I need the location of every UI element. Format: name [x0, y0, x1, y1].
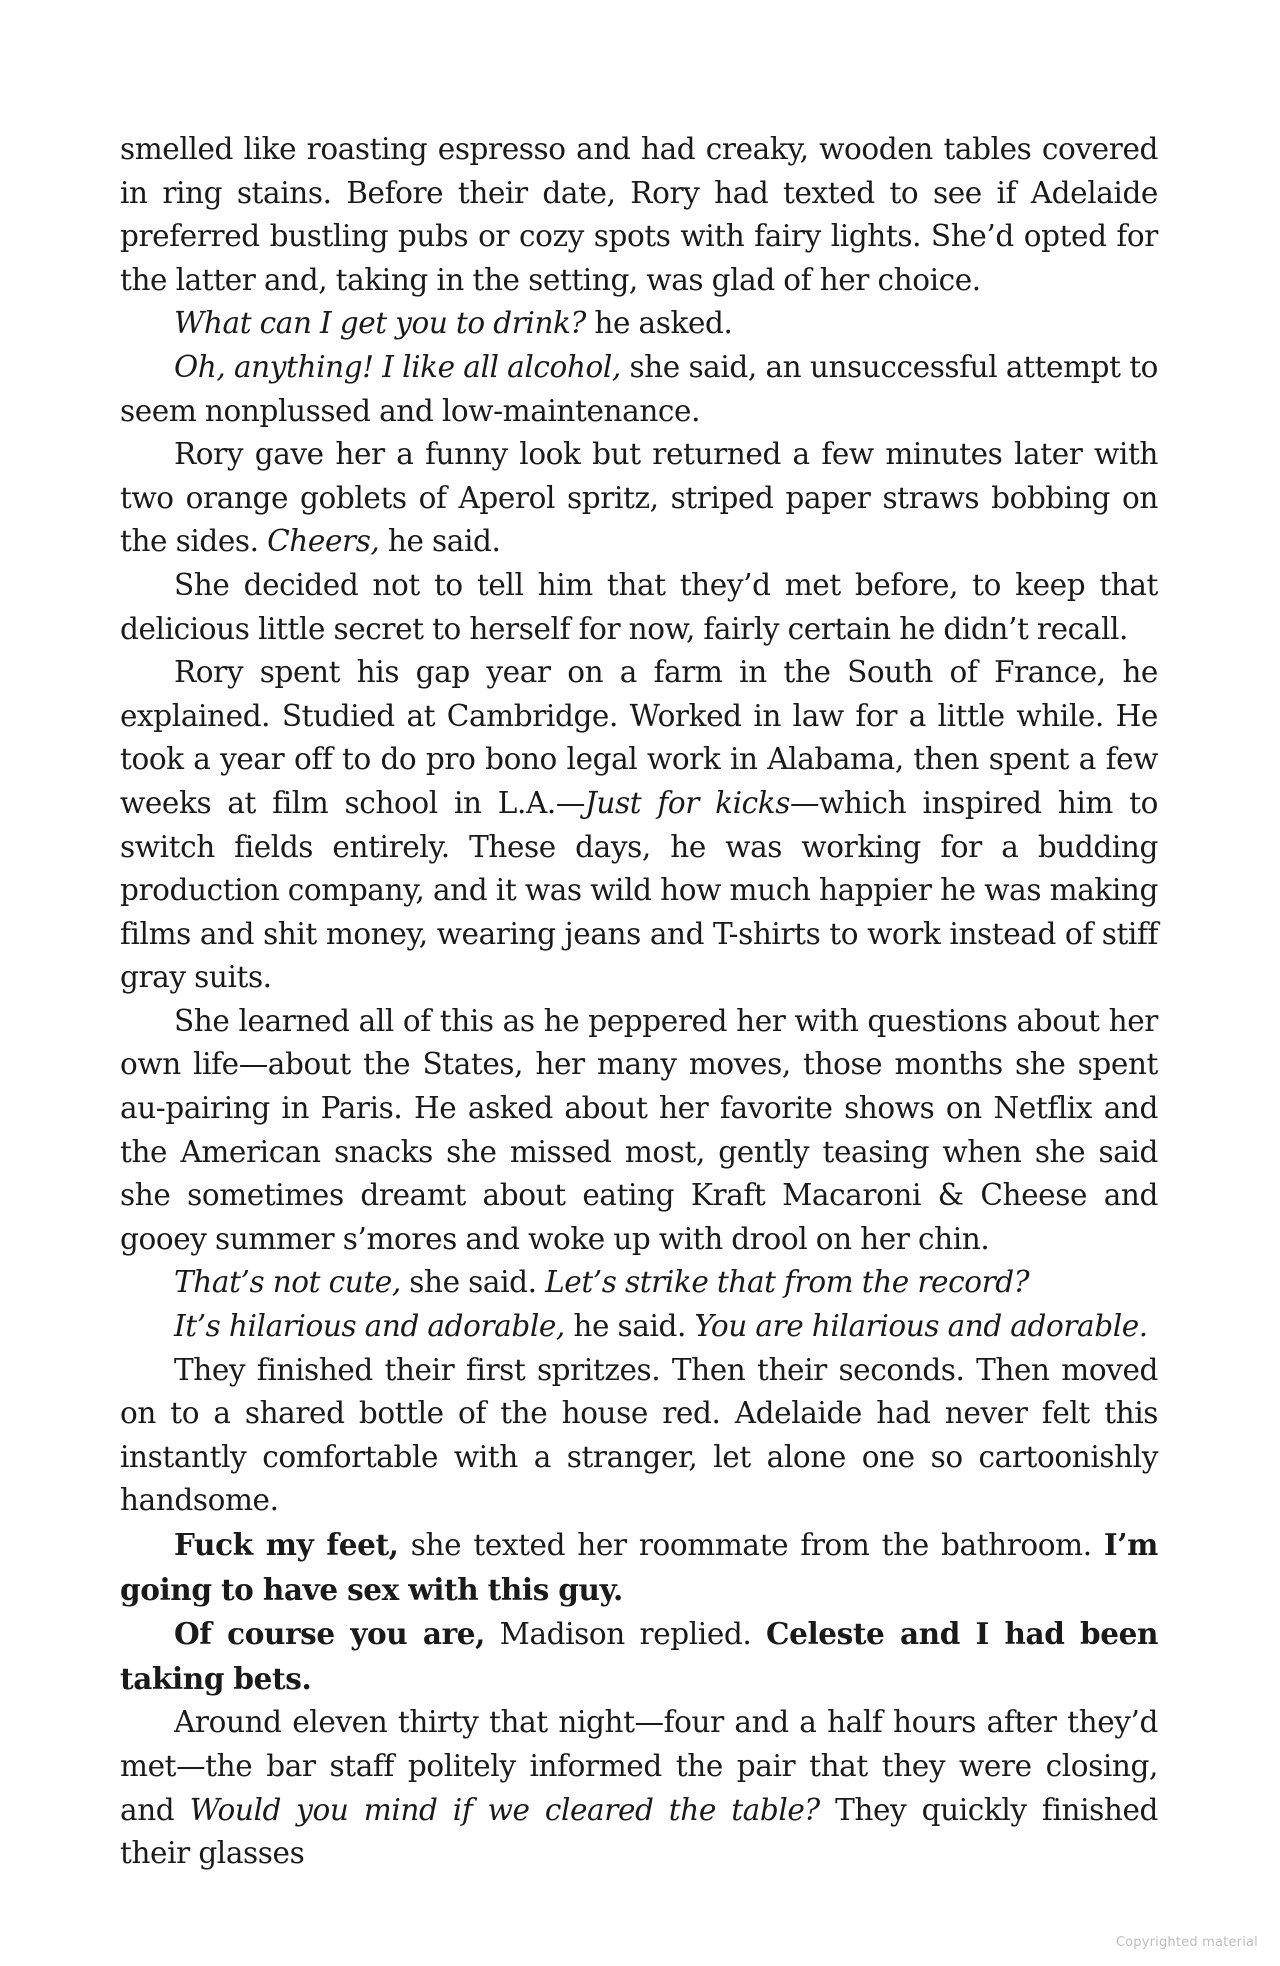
paragraph [120, 1261, 1158, 1305]
paragraph [120, 1305, 1158, 1349]
italic-dialogue: You are hilarious and adorable. [694, 1309, 1148, 1344]
paragraph-text: Rory gave her a funny look but returned a few minutes later with two orange goblets of Aperol spritz, striped paper straws bobbing on the sides. [120, 437, 1158, 559]
paragraph-text: —which inspired him to switch fields entirely. These days, he was working for a budding production company, and it was wild how much happier he was making films and shit money, wearing jeans and T-shirts to work instead of stiff gray suits. [120, 785, 1158, 995]
paragraph [120, 651, 1158, 1000]
paragraph-text: Around eleven thirty that night—four and a half hours after they’d met—the bar staff politely informed the pair that they were closing, and [120, 1705, 1158, 1827]
paragraph-text: she said, an unsuccessful attempt to seem nonplussed and low-maintenance. [120, 349, 1159, 428]
italic-dialogue: Oh, anything! I like all alcohol, [174, 349, 621, 384]
copyright-notice: Copyrighted material [1115, 1935, 1258, 1950]
paragraph-text: They quickly finished their glasses [120, 1792, 1159, 1871]
italic-dialogue: Cheers, [267, 524, 380, 559]
paragraph-text: he asked. [585, 306, 733, 341]
page-body-text [120, 128, 1158, 1876]
paragraph [120, 128, 1158, 302]
paragraph [120, 564, 1158, 651]
paragraph-text: smelled like roasting espresso and had creaky, wooden tables covered in ring stains. Before their date, Rory had texted to see if Adelaide preferred bustling pubs or cozy spots with fairy lights. She’d opted for the latter and, taking in the setting, was glad of her choice. [120, 132, 1158, 297]
paragraph [120, 1612, 1158, 1701]
paragraph [120, 1349, 1158, 1523]
bold-text-message: Fuck my feet, [174, 1527, 399, 1562]
italic-dialogue: It’s hilarious and adorable, [174, 1309, 565, 1344]
italic-dialogue: Let’s strike that from the record? [545, 1265, 1030, 1300]
paragraph [120, 1523, 1158, 1612]
paragraph [120, 1701, 1158, 1875]
paragraph [120, 302, 1158, 346]
paragraph [120, 433, 1158, 564]
italic-dialogue: That’s not cute, [174, 1265, 401, 1300]
paragraph-text: Rory spent his gap year on a farm in the South of France, he explained. Studied at Cambridge. Worked in law for a little while. He took a year off to do pro bono legal work in Alabama, then spent a few weeks at film school in L.A.— [120, 655, 1158, 820]
italic-dialogue: What can I get you to drink? [174, 306, 586, 341]
paragraph-text: he said. [379, 524, 501, 559]
paragraph-text: She learned all of this as he peppered her with questions about her own life—about the States, her many moves, those months she spent au-pairing in Paris. He asked about her favorite shows on Netflix and the American snacks she missed most, gently teasing when she said she sometimes dreamt about eating Kraft Macaroni & Cheese and gooey summer s’mores and woke up with drool on her chin. [120, 1003, 1158, 1256]
paragraph [120, 346, 1158, 433]
paragraph-text: she said. [400, 1265, 546, 1300]
paragraph-text: he said. [564, 1309, 695, 1344]
bold-text-message: I’m going to have sex with this guy. [120, 1527, 1158, 1607]
italic-dialogue: Would you mind if we cleared the table? [189, 1792, 820, 1827]
paragraph-text: She decided not to tell him that they’d met before, to keep that delicious little secret to herself for now, fairly certain he didn’t recall. [120, 567, 1158, 646]
paragraph-text: Madison replied. [485, 1617, 766, 1652]
italic-phrase: Just for kicks [584, 785, 790, 820]
bold-text-message: Of course you are, [174, 1616, 485, 1652]
paragraph [120, 1000, 1158, 1262]
paragraph-text: They finished their first spritzes. Then their seconds. Then moved on to a shared bottle of the house red. Adelaide had never felt this instantly comfortable with a stranger, let alone one so cartoonishly handsome. [120, 1352, 1158, 1518]
paragraph-text: she texted her roommate from the bathroom. [398, 1528, 1104, 1562]
bold-text-message: Celeste and I had been taking bets. [120, 1616, 1158, 1696]
